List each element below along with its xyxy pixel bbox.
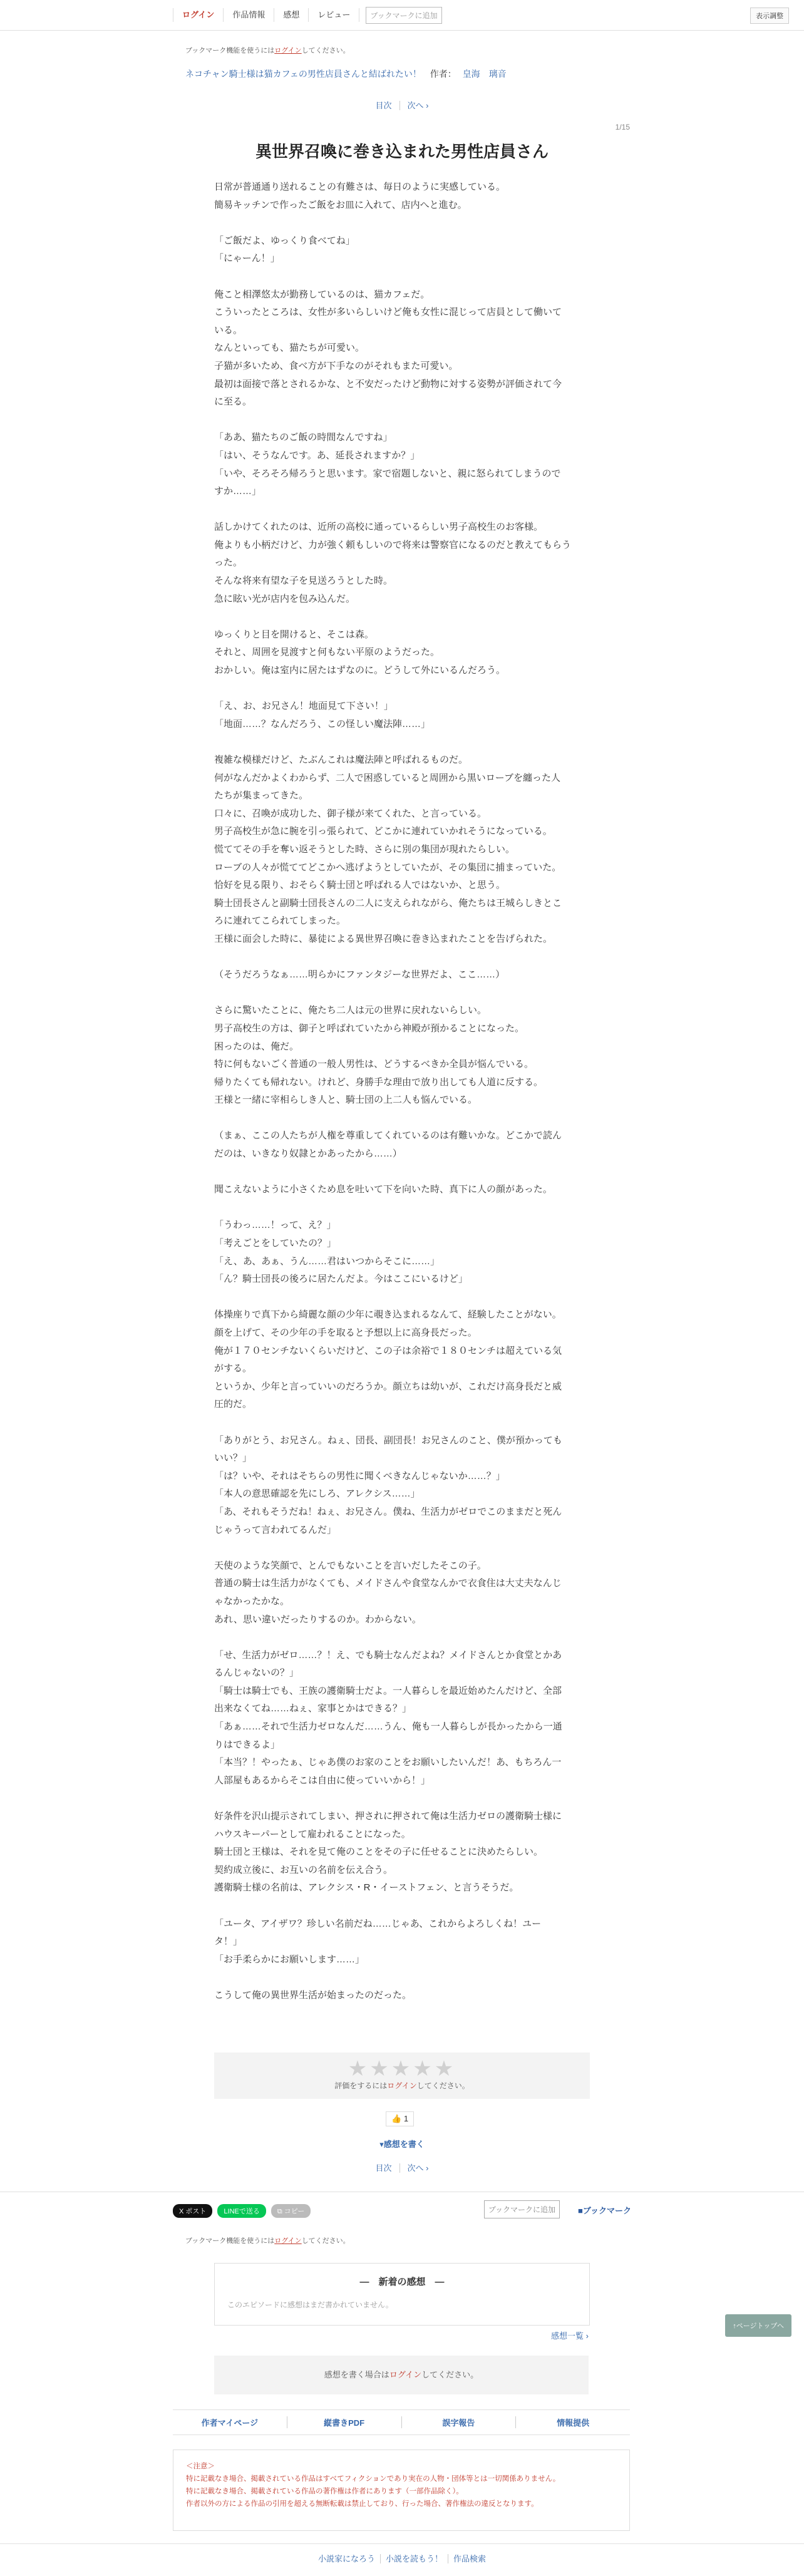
body-line: 慌ててその手を奪い返そうとした時、さらに別の集団が現れたらしい。 [214,843,515,855]
body-line: 「は？いや、それはそちらの男性に聞くべきなんじゃないか……？」 [214,1470,505,1481]
typo-report-link[interactable]: 誤字報告 [401,2416,516,2428]
author-label: 作者： [430,69,456,79]
bookmark-add-button-bottom[interactable]: ブックマークに追加 [484,2200,560,2218]
toc-link[interactable]: 目次 [375,101,392,110]
body-line: りはできるよ」 [214,1739,281,1750]
blank-line [214,1110,587,1128]
impressions-link[interactable]: 感想 [274,8,309,22]
new-impressions-heading: ― 新着の感想 ― [359,2277,445,2287]
caution-box [173,2450,630,2531]
body-line: 天使のような笑顔で、とんでもないことを言いだしたそこの子。 [214,1560,487,1571]
bookmark-add-button[interactable]: ブックマークに追加 [366,7,441,24]
body-line: 「あ、それもそうだね！ねぇ、お兄さん。僕ね、生活力がゼロでこのままだと死ん [214,1506,562,1517]
series-title-link[interactable]: ネコチャン騎士様は猫カフェの男性店員さんと結ばれたい！ [185,69,421,79]
caution-title: ＜注意＞ [186,2463,215,2470]
body-line: 「本当？！やったぁ、じゃあ僕のお家のことをお願いしたいんだ！あ、もちろん一 [214,1757,562,1768]
body-line: 普通の騎士は生活力がなくても、メイドさんや食堂なんかで衣食住は大丈夫なんじ [214,1578,562,1589]
body-line: だのは、いきなり奴隷とかあったから……） [214,1148,402,1160]
body-line: 「考えごとをしていたの？」 [214,1238,337,1249]
body-line: 俺こと相澤悠太が勤務しているのは、猫カフェだ。 [214,289,430,300]
body-line: （そうだろうなぁ……明らかにファンタジーな世界だよ、ここ……） [214,969,505,981]
body-line: ゆっくりと目を開けると、そこは森。 [214,629,374,640]
blank-line [214,214,587,232]
body-line: 騎士団長さんと副騎士団長さんの二人に支えられながら、俺たちは王城らしきとこ [214,897,562,909]
body-line: 「いや、そろそろ帰ろうと思います。家で宿題しないと、親に怒られてしまうので [214,468,561,479]
series-line [185,68,507,80]
body-line: 好条件を沢山提示されてしまい、押されに押されて俺は生活力ゼロの護衛騎士様に [214,1811,562,1822]
body-line: 「はい、そうなんです。あ、延長されますか？」 [214,450,420,461]
episode-progress: 1/15 [615,123,630,131]
rating-box [214,2053,590,2099]
footer-divider [0,2543,804,2544]
body-line: に至る。 [214,396,252,408]
body-line: 「本人の意思確認を先にしろ、アレクシス……」 [214,1488,420,1500]
next-link[interactable]: 次へ › [399,101,436,110]
body-line: あれ、思い違いだったりするのか。わからない。 [214,1614,421,1625]
blank-line [214,608,587,626]
blank-line [214,1629,587,1647]
top-pager [0,99,804,111]
toc-link-bottom[interactable]: 目次 [375,2163,392,2173]
notice-login-link-bottom[interactable]: ログイン [274,2237,302,2245]
body-line: そんな将来有望な子を見送ろうとした時。 [214,575,393,587]
episode-title: 異世界召喚に巻き込まれた男性店員さん [255,142,549,161]
impression-list-link[interactable]: 感想一覧 › [551,2331,589,2341]
body-line: 「え、お、お兄さん！地面見て下さい！」 [214,701,393,712]
body-line: 「うわっ……！って、え？」 [214,1220,336,1231]
episode-body [214,178,587,2005]
caution-line: 作者以外の方による作品の引用を超える無断転載は禁止しており、行った場合、著作権法の違反となります。 [186,2500,539,2508]
blank-line [214,1539,587,1557]
site-footer-links [0,2552,804,2564]
body-line: 急に眩い光が店内を包み込んだ。 [214,593,356,604]
bookmark-link[interactable]: ■ブックマーク [578,2206,631,2215]
top-nav [173,5,442,25]
display-settings-button[interactable]: 表示調整 [750,8,789,24]
body-line: すか……」 [214,486,262,497]
login-link[interactable]: ログイン [173,8,224,22]
blank-line [214,733,587,751]
body-line: 恰好を見る限り、おそらく騎士団と呼ばれる人ではないか、と思う。 [214,880,506,891]
search-link[interactable]: 作品検索 [448,2554,491,2563]
body-line: った。 [214,557,243,569]
body-line: 「あぁ……それで生活力ゼロなんだ……うん、俺も一人暮らしが長かったから一通 [214,1721,562,1733]
body-line: それと、周囲を見渡すと何もない平原のようだった。 [214,647,440,658]
bookmark-notice-bottom: ブックマーク機能を使うにはログインしてください。 [185,2237,350,2245]
login-to-write-box: 感想を書く場合はログインしてください。 [214,2356,589,2394]
body-line: 「ああ、猫たちのご飯の時間なんですね」 [214,432,393,443]
body-line: おかしい。俺は室内に居たはずなのに。どうして外にいるんだろう。 [214,665,506,676]
body-line: 「ありがとう、お兄さん。ねぇ、団長、副団長！お兄さんのこと、僕が預かっても [214,1435,562,1446]
blank-line [214,1897,587,1915]
body-line: こうして俺の異世界生活が始まったのだった。 [214,1989,412,2001]
write-impression-link[interactable]: ▾感想を書く [379,2140,425,2149]
blank-line [214,680,587,698]
body-line: こういったところは、女性が多いらしいけど俺も女性に混じって店員として働いて [214,307,562,318]
blank-line [214,411,587,430]
body-line: 簡易キッチンで作ったご飯をお皿に入れて、店内へと進む。 [214,199,467,210]
body-line: タ！」 [214,1936,243,1947]
body-line: 日常が普通通り送れることの有難さは、毎日のように実感している。 [214,182,506,192]
body-line: 特に何もないごく普通の一般人男性は、どうするべきか全員が悩んでいる。 [214,1059,534,1070]
body-line: 人部屋もあるからそこは自由に使っていいから！」 [214,1775,431,1786]
blank-line [214,1199,587,1217]
line-share-button[interactable]: LINEで送る [217,2204,265,2218]
body-line: 王様と一緒に宰相らしき人と、騎士団の上二人も悩んでいる。 [214,1095,478,1106]
body-line: 何がなんだかよくわからず、二人で困惑していると周囲から黒いローブを纏った人 [214,772,561,783]
body-line: 話しかけてくれたのは、近所の高校に通っているらしい男子高校生のお客様。 [214,522,544,533]
review-link[interactable]: レビュー [309,8,359,22]
body-line: がする。 [214,1363,252,1374]
bookmark-notice: ブックマーク機能を使うにはログインしてください。 [185,47,350,54]
body-line: ローブの人々が慌ててどこかへ逃げようとしていたが、その集団に捕まっていた。 [214,862,562,873]
body-line: 圧的だ。 [214,1399,252,1410]
body-line: なんといっても、猫たちが可愛い。 [214,343,365,354]
body-line: 聞こえないように小さくため息を吐いて下を向いた時、真下に人の顔があった。 [214,1184,552,1195]
work-info-link[interactable]: 作品情報 [224,8,274,22]
top-bar [0,0,804,31]
blank-line [214,501,587,519]
rating-login-text: 評価をするにはログインしてください。 [334,2081,470,2090]
body-line: 口々に、召喚が成功した、御子様が来てくれた、と言っている。 [214,808,487,819]
body-line: ゃなかったかな。 [214,1595,290,1607]
body-line: 最初は面接で落とされるかな、と不安だったけど動物に対する姿勢が評価されて今 [214,378,562,389]
share-buttons [173,2204,311,2218]
blank-line [214,1163,587,1182]
next-link-bottom[interactable]: 次へ › [399,2163,436,2173]
blank-line [214,268,587,286]
body-line: 「地面……？なんだろう、この怪しい魔法陣……」 [214,718,431,729]
body-line: 契約成立後に、お互いの名前を伝え合う。 [214,1864,393,1875]
body-line: 困ったのは、俺だ。 [214,1041,299,1052]
body-line: いい？」 [214,1453,252,1464]
body-line: 男子高校生が急に腕を引っ張られて、どこかに連れていかれそうになっている。 [214,826,552,837]
body-line: ろに連れてこられてしまった。 [214,915,346,927]
vertical-pdf-link[interactable]: 縦書きPDF [287,2416,401,2428]
blank-line [214,949,587,967]
body-line: 「ん？騎士団長の後ろに居たんだよ。今はここにいるけど」 [214,1274,468,1285]
body-line: 複雑な模様だけど、たぶんこれは魔法陣と呼ばれるものだ。 [214,755,468,765]
write-login-link[interactable]: ログイン [389,2370,422,2379]
new-impressions-box [214,2263,590,2326]
rating-stars[interactable]: ★★★★★ [348,2057,456,2081]
body-line: （まぁ、ここの人たちが人権を尊重してくれているのは有難いかな。どこかで読ん [214,1130,562,1141]
body-line: 顔を上げて、その少年の手を取ると予想以上に高身長だった。 [214,1327,477,1338]
body-line: 体操座りで真下から綺麗な顔の少年に覗き込まれるなんて、経験したことがない。 [214,1309,562,1321]
no-impressions-text: このエピソードに感想はまだ書かれていません。 [227,2300,393,2309]
x-post-button[interactable]: X ポスト [173,2204,212,2218]
author-link[interactable]: 皇海 璃音 [462,69,507,79]
body-line: じゃうって言われてるんだ」 [214,1524,337,1535]
body-line: 「にゃーん！」 [214,253,280,264]
blank-line [214,1969,587,1987]
blank-line [214,984,587,1002]
like-count: 1 [403,2114,409,2123]
rating-login-link[interactable]: ログイン [387,2081,417,2090]
caution-line: 特に記載なき場合、掲載されている作品の著作権は作者にあります（一部作品除く）。 [186,2488,463,2495]
body-line: 護衛騎士様の名前は、アレクシス・R・イーストフェン、と言うそうだ。 [214,1882,519,1893]
page-top-button[interactable]: ↑ページトップへ [725,2314,791,2337]
footer-link-bar [173,2409,630,2435]
body-line: いる。 [214,324,243,336]
body-line: 俺が１７０センチないくらいだけど、この子は余裕で１８０センチは超えている気 [214,1345,562,1356]
thumbs-up-icon: 👍 [391,2114,402,2123]
body-line: ハウスキーパーとして雇われることになった。 [214,1828,411,1840]
body-line: 騎士団と王様は、それを見て俺のことをその子に任せることに決めたらしい。 [214,1847,544,1858]
info-provide-link[interactable]: 情報提供 [515,2416,630,2428]
body-line: 「ご飯だよ、ゆっくり食べてね」 [214,235,355,246]
body-line: 男子高校生の方は、御子と呼ばれていたから神殿が預かることになった。 [214,1023,525,1034]
body-line: 帰りたくても帰れない。けれど、身勝手な理由で放り出しても人道に反する。 [214,1076,544,1088]
copy-button[interactable]: ⧉ コピー [271,2204,311,2218]
body-line: 出来なくてね……ねぇ、家事とかはできる？」 [214,1703,412,1714]
body-line: 「騎士は騎士でも、王族の護衛騎士だよ。一人暮らしを最近始めたんだけど、全部 [214,1685,562,1696]
caution-line: 特に記載なき場合、掲載されている作品はすべてフィクションであり実在の人物・団体等とは一切関係ありません。 [186,2475,560,2483]
body-line: 子猫が多いため、食べ方が下手なのがそれもまた可愛い。 [214,360,458,371]
body-line: 王様に面会した時に、暴徒による異世界召喚に巻き込まれたことを告げられた。 [214,933,553,944]
like-button[interactable] [386,2111,414,2126]
blank-line [214,1414,587,1432]
body-line: たちが集まってきた。 [214,790,309,801]
body-line: るんじゃないの？」 [214,1667,299,1679]
body-line: 「お手柔らかにお願いします……」 [214,1954,365,1965]
yomou-link[interactable]: 小説を読もう！ [380,2554,448,2563]
bottom-pager [0,2161,804,2173]
body-line: 「ユータ、アイザワ？珍しい名前だね……じゃあ、これからよろしくね！ユー [214,1918,542,1929]
author-mypage-link[interactable]: 作者マイページ [201,2418,259,2428]
body-line: 「せ、生活力がゼロ……？！え、でも騎士なんだよね？メイドさんとか食堂とかあ [214,1649,562,1661]
blank-line [214,1289,587,1307]
narou-link[interactable]: 小説家になろう [317,2554,375,2563]
body-line: というか、少年と言っていいのだろうか。顔立ちは幼いが、これだけ高身長だと威 [214,1381,562,1392]
notice-login-link[interactable]: ログイン [274,47,302,54]
body-line: 俺よりも小柄だけど、力が強く頼もしいので将来は警察官になるのだと教えてもらう [214,539,572,550]
body-line: さらに驚いたことに、俺たち二人は元の世界に戻れないらしい。 [214,1005,487,1016]
blank-line [214,1790,587,1808]
body-line: 「え、あ、あぁ、うん……君はいつからそこに……」 [214,1255,440,1267]
